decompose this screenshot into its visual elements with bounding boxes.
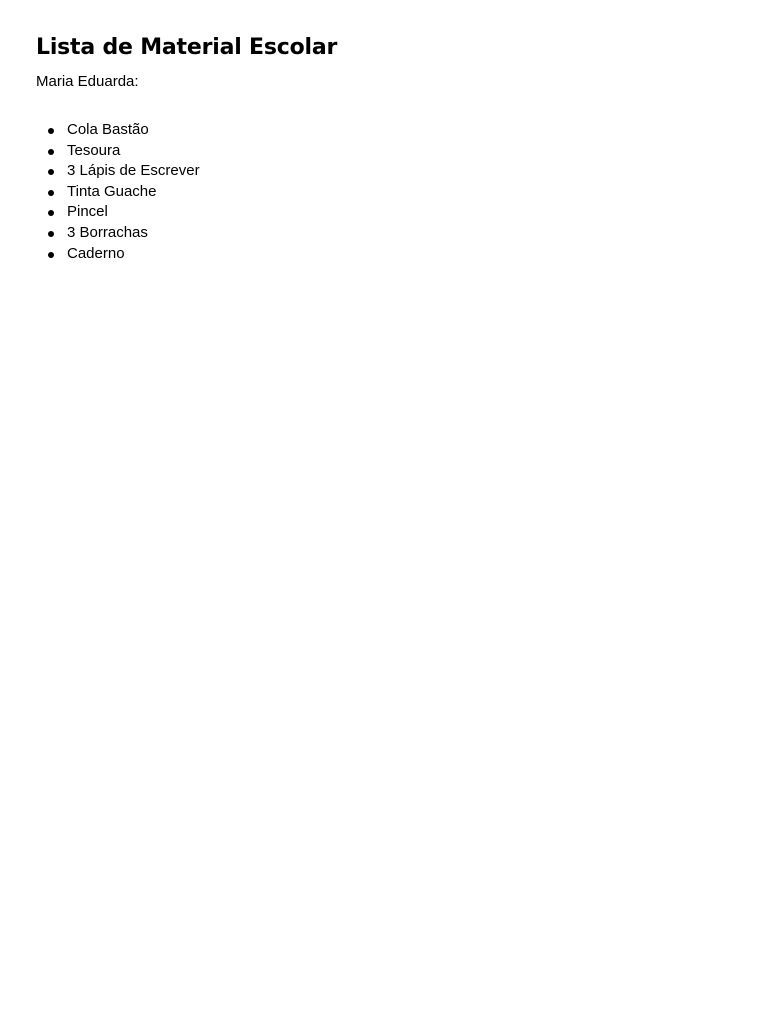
bullet-icon (48, 169, 54, 175)
list-item (36, 182, 200, 203)
bullet-icon (48, 210, 54, 216)
list-item (36, 141, 200, 162)
list-item-label: 3 Lápis de Escrever (67, 162, 200, 180)
list-item (36, 161, 200, 182)
bullet-icon (48, 231, 54, 237)
list-item-label: Pincel (67, 203, 108, 221)
list-item (36, 244, 200, 265)
list-item (36, 223, 200, 244)
list-item-label: Caderno (67, 244, 125, 262)
list-item (36, 202, 200, 223)
list-item-label: Tinta Guache (67, 182, 157, 200)
list-item-label: Cola Bastão (67, 121, 149, 138)
list-item-label: Tesoura (67, 141, 121, 159)
bullet-icon (48, 252, 54, 258)
list-item-label: 3 Borrachas (67, 223, 148, 241)
student-name: Maria Eduarda: (36, 73, 139, 90)
bullet-icon (48, 190, 54, 196)
page-title: Lista de Material Escolar (36, 35, 338, 60)
list-item (36, 120, 200, 141)
bullet-icon (48, 128, 54, 134)
material-list (36, 120, 200, 264)
bullet-icon (48, 149, 54, 155)
